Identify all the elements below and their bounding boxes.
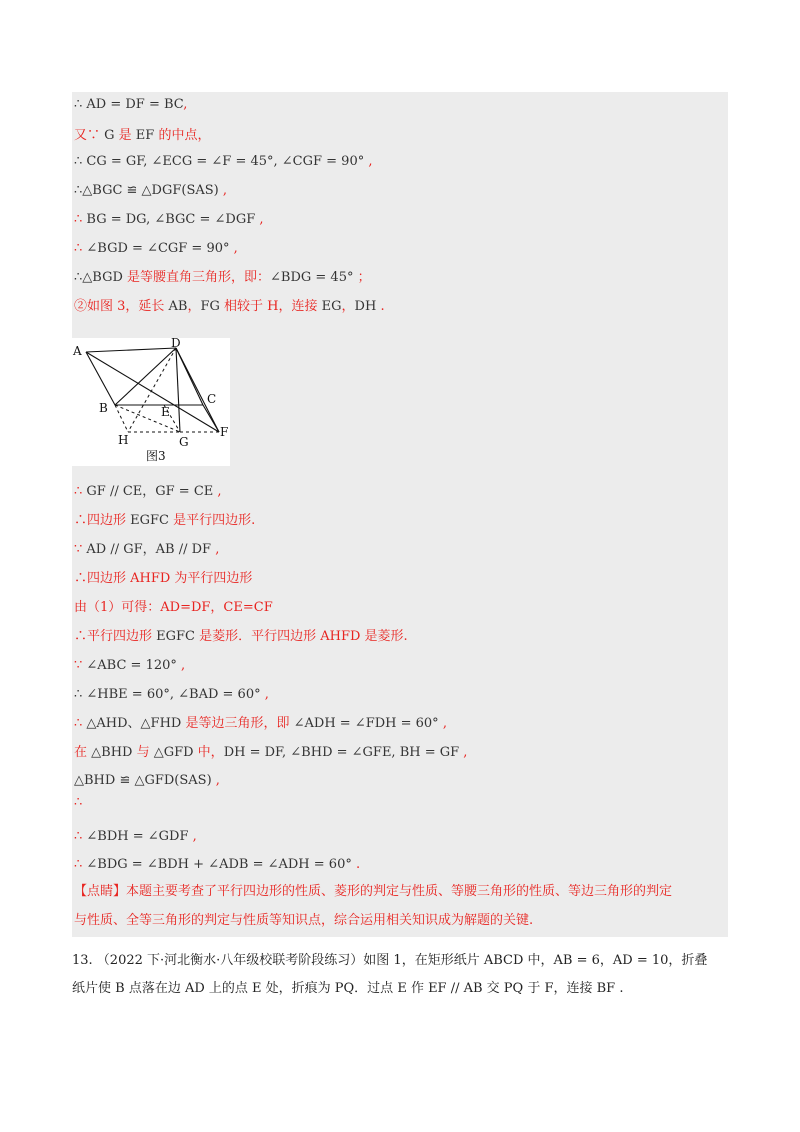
label-H: H [118, 433, 129, 447]
question-13-line-2: 纸片使 B 点落在边 AD 上的点 E 处，折痕为 PQ．过点 E 作 EF // AB 交 PQ 于 F，连接 BF . [72, 981, 624, 996]
line-segment: ∴ [74, 241, 87, 256]
line-segment: EG [321, 299, 342, 314]
figure-caption: 图3 [146, 449, 166, 463]
figure-3 [72, 338, 230, 466]
line-segment: 与性质、全等三角形的判定与性质等知识点，综合运用相关知识成为解题的关键. [74, 913, 534, 928]
solution-line [74, 715, 447, 733]
line-segment: ∴ ∠HBE = 60°, ∠BAD = 60° [74, 687, 261, 702]
line-segment: 又∵ [74, 128, 105, 143]
line-segment: ∴ [74, 857, 87, 872]
line-segment: DH = DF, ∠BHD = ∠GFE, BH = GF [223, 745, 460, 760]
line-segment: ∴ [74, 484, 87, 499]
segment-AB [86, 352, 115, 405]
line-segment: , [260, 687, 269, 702]
solution-line [74, 240, 238, 258]
solution-line [74, 269, 371, 287]
line-segment: ∴△BGD [74, 270, 123, 285]
line-segment: DH [354, 299, 377, 314]
line-segment: , [211, 542, 220, 557]
solution-line [74, 211, 264, 229]
solution-line [74, 483, 222, 501]
solution-line [74, 828, 197, 846]
line-segment: 是平行四边形. [168, 513, 256, 528]
solution-line [74, 772, 220, 790]
line-segment: , [188, 829, 197, 844]
solution-line [74, 744, 467, 762]
solution-line [74, 182, 227, 200]
line-segment: 是等腰直角三角形，即： [122, 270, 271, 285]
question-13-line-1: 13. （2022 下·河北衡水·八年级校联考阶段练习）如图 1，在矩形纸片 ABCD 中，AB = 6，AD = 10，折叠 [72, 953, 708, 968]
line-segment: ∠BGD = ∠CGF = 90° [86, 241, 230, 256]
solution-line [74, 657, 185, 675]
line-segment: 【点睛】本题主要考查了平行四边形的性质、菱形的判定与性质、等腰三角形的性质、等边三角形的判定 [74, 884, 673, 899]
segment-BG [115, 405, 180, 432]
line-segment: G [104, 128, 115, 143]
line-segment: , [218, 183, 227, 198]
line-segment: EGFC [156, 629, 195, 644]
line-segment: ②如图 3，延长 [74, 299, 169, 314]
line-segment: AD // GF，AB // DF [86, 542, 212, 557]
line-segment: ∠BDH = ∠GDF [86, 829, 189, 844]
line-segment: , [211, 773, 220, 788]
line-segment: , [176, 658, 186, 673]
segment-BD [115, 348, 176, 405]
line-segment: , [255, 212, 264, 227]
line-segment: 是等边三角形，即 [181, 716, 294, 731]
line-segment: ∴平行四边形 [74, 629, 157, 644]
label-G: G [179, 435, 189, 449]
label-E: E [161, 405, 170, 419]
line-segment: , [213, 484, 222, 499]
line-segment: ∠BDG = 45° [270, 270, 354, 285]
line-segment: ∠BDG = ∠BDH + ∠ADB = ∠ADH = 60° [86, 857, 352, 872]
line-segment: 由（1）可得：AD=DF，CE=CF [74, 600, 273, 615]
line-segment: ∴四边形 [74, 513, 131, 528]
solution-line [74, 298, 385, 316]
line-segment: △BHD [91, 745, 133, 760]
label-D: D [171, 338, 181, 350]
line-segment: 在 [74, 745, 92, 760]
line-segment: ， [187, 299, 201, 314]
segment-BH [115, 405, 128, 432]
line-segment: , [438, 716, 447, 731]
line-segment: ∴ [74, 212, 87, 227]
line-segment: ∵ [74, 542, 87, 557]
line-segment: ； [353, 270, 371, 285]
solution-line [74, 570, 252, 588]
line-segment: . [351, 857, 361, 872]
solution-line [74, 127, 210, 145]
solution-line [74, 628, 408, 646]
segment-AD [86, 348, 176, 352]
line-segment: ∠ABC = 120° [86, 658, 177, 673]
solution-line [74, 912, 533, 930]
segment-DG [176, 348, 180, 432]
line-segment: 中， [193, 745, 224, 760]
line-segment: 与 [132, 745, 154, 760]
line-segment: GF // CE，GF = CE [86, 484, 214, 499]
label-B: B [99, 401, 108, 415]
label-C: C [207, 392, 217, 406]
line-segment: 相较于 H，连接 [219, 299, 322, 314]
label-A: A [73, 344, 82, 358]
solution-line [74, 686, 269, 704]
segment-DH [128, 348, 176, 432]
line-segment: ∴ [74, 829, 87, 844]
solution-line [74, 541, 219, 559]
line-segment: △BHD ≌ △GFD(SAS) [74, 773, 212, 788]
solution-line [74, 599, 273, 617]
solution-line [74, 96, 187, 114]
line-segment: . [376, 299, 385, 314]
line-segment: AB [168, 299, 188, 314]
line-segment: , [364, 154, 373, 169]
line-segment: EGFC [130, 513, 169, 528]
label-F: F [220, 425, 229, 439]
solution-line [74, 883, 672, 901]
line-segment: 的中点， [154, 128, 211, 143]
therefore-mark: ∴ [74, 795, 83, 810]
line-segment: △GFD [153, 745, 194, 760]
line-segment: BG = DG, ∠BGC = ∠DGF [86, 212, 256, 227]
line-segment: 是 [114, 128, 136, 143]
line-segment: , [459, 745, 468, 760]
line-segment: ∴△BGC ≌ △DGF(SAS) [74, 183, 219, 198]
solution-line [74, 512, 255, 530]
line-segment: EF [135, 128, 155, 143]
line-segment: ∴ CG = GF, ∠ECG = ∠F = 45°, ∠CGF = 90° [74, 154, 365, 169]
line-segment: , [229, 241, 238, 256]
solution-line [74, 153, 373, 171]
line-segment: , [183, 97, 188, 112]
line-segment: ∴ [74, 716, 87, 731]
line-segment: 是菱形．平行四边形 AHFD 是菱形. [194, 629, 408, 644]
line-segment: ， [341, 299, 355, 314]
line-segment: ∠ADH = ∠FDH = 60° [293, 716, 439, 731]
solution-line [74, 856, 360, 874]
geometry-diagram [72, 338, 230, 466]
line-segment: △AHD、△FHD [86, 716, 182, 731]
line-segment: ∴ AD = DF = BC [74, 97, 184, 112]
line-segment: ∵ [74, 658, 87, 673]
question-13 [72, 947, 732, 1003]
line-segment: FG [200, 299, 220, 314]
line-segment: ∴四边形 AHFD 为平行四边形 [74, 571, 253, 586]
